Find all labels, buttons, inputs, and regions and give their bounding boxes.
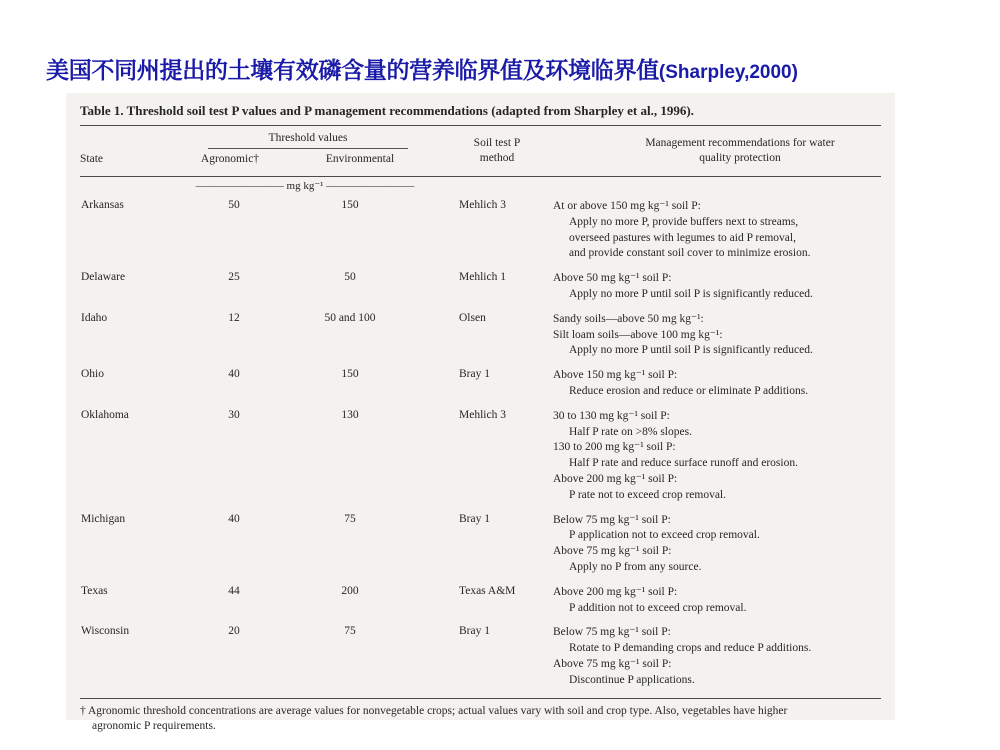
state-cell: Michigan xyxy=(81,512,126,525)
table-row xyxy=(80,409,881,504)
recommendation-line: Sandy soils—above 50 mg kg⁻¹: xyxy=(553,312,704,325)
header-method-line1: Soil test P xyxy=(473,137,521,149)
table-footnote xyxy=(80,698,881,734)
unit-label: ———————— mg kg⁻¹ ———————— xyxy=(195,180,415,192)
environmental-cell: 130 xyxy=(341,408,359,421)
table-row xyxy=(80,271,881,303)
header-environmental: Environmental xyxy=(325,153,395,165)
recommendation-line: Half P rate and reduce surface runoff and erosion. xyxy=(569,457,798,470)
header-state: State xyxy=(80,153,103,165)
agronomic-cell: 30 xyxy=(228,408,240,421)
recommendation-line: Apply no P from any source. xyxy=(569,560,702,573)
table-row xyxy=(80,199,881,262)
state-cell: Texas xyxy=(81,584,108,597)
recommendation-line: Below 75 mg kg⁻¹ soil P: xyxy=(553,626,671,639)
recommendation-line: Above 150 mg kg⁻¹ soil P: xyxy=(553,369,678,382)
recommendation-line: Discontinue P applications. xyxy=(569,673,695,686)
recommendation-cell xyxy=(553,199,853,262)
method-cell: Texas A&M xyxy=(459,584,516,597)
method-cell: Mehlich 1 xyxy=(459,271,506,284)
environmental-cell: 200 xyxy=(341,584,359,597)
recommendation-cell xyxy=(553,312,853,359)
table-row xyxy=(80,585,881,617)
agronomic-cell: 20 xyxy=(228,625,240,638)
recommendation-line: Above 75 mg kg⁻¹ soil P: xyxy=(553,545,672,558)
recommendation-line: Rotate to P demanding crops and reduce P additions. xyxy=(569,642,812,655)
state-cell: Ohio xyxy=(81,368,104,381)
header-threshold-values: Threshold values xyxy=(208,131,408,149)
recommendation-line: Apply no more P, provide buffers next to streams, xyxy=(569,215,799,228)
recommendation-line: Below 75 mg kg⁻¹ soil P: xyxy=(553,513,671,526)
table-caption: Table 1. Threshold soil test P values and P management recommendations (adapted from Sharpley et al., 1996). xyxy=(80,103,694,118)
environmental-cell: 75 xyxy=(344,625,356,638)
recommendation-line: 30 to 130 mg kg⁻¹ soil P: xyxy=(553,409,670,422)
environmental-cell: 50 xyxy=(344,271,356,284)
recommendation-line: Above 200 mg kg⁻¹ soil P: xyxy=(553,585,678,598)
method-cell: Mehlich 3 xyxy=(459,408,506,421)
recommendation-cell xyxy=(553,409,853,504)
slide-title-text: 美国不同州提出的土壤有效磷含量的营养临界值及环境临界值 xyxy=(46,58,659,84)
table-row xyxy=(80,513,881,576)
recommendation-cell xyxy=(553,513,853,576)
recommendation-line: 130 to 200 mg kg⁻¹ soil P: xyxy=(553,441,676,454)
header-rec-line1: Management recommendations for water xyxy=(645,137,835,149)
recommendation-cell xyxy=(553,585,853,617)
agronomic-cell: 40 xyxy=(228,512,240,525)
recommendation-line: Above 200 mg kg⁻¹ soil P: xyxy=(553,472,678,485)
environmental-cell: 150 xyxy=(341,199,359,211)
recommendation-line: and provide constant soil cover to minimize erosion. xyxy=(569,247,811,260)
method-cell: Bray 1 xyxy=(459,368,490,381)
header-rec-line2: quality protection xyxy=(699,152,781,164)
recommendation-line: P application not to exceed crop removal. xyxy=(569,529,760,542)
table-header xyxy=(80,126,881,176)
recommendation-line: Above 50 mg kg⁻¹ soil P: xyxy=(553,272,672,285)
state-cell: Arkansas xyxy=(81,199,124,211)
agronomic-cell: 44 xyxy=(228,584,240,597)
agronomic-cell: 12 xyxy=(228,311,240,324)
environmental-cell: 50 and 100 xyxy=(324,311,376,324)
recommendation-line: Apply no more P until soil P is significantly reduced. xyxy=(569,344,813,357)
footnote-line2: agronomic P requirements. xyxy=(92,719,216,732)
recommendation-line: Half P rate on >8% slopes. xyxy=(569,425,692,438)
state-cell: Wisconsin xyxy=(81,625,130,638)
scanned-table-image xyxy=(66,93,895,732)
header-method-line2: method xyxy=(479,152,515,164)
recommendation-cell xyxy=(553,271,853,303)
environmental-cell: 75 xyxy=(344,512,356,525)
table-row xyxy=(80,368,881,400)
recommendation-line: Above 75 mg kg⁻¹ soil P: xyxy=(553,657,672,670)
state-cell: Oklahoma xyxy=(81,408,129,421)
recommendation-cell xyxy=(553,368,853,400)
table-row xyxy=(80,625,881,688)
agronomic-cell: 50 xyxy=(228,199,240,211)
recommendation-line: Silt loam soils—above 100 mg kg⁻¹: xyxy=(553,328,723,341)
unit-row xyxy=(80,177,881,199)
state-cell: Idaho xyxy=(81,311,108,324)
method-cell: Bray 1 xyxy=(459,625,490,638)
state-cell: Delaware xyxy=(81,271,126,284)
slide-title xyxy=(46,52,976,85)
recommendation-line: overseed pastures with legumes to aid P removal, xyxy=(569,231,796,244)
table-row xyxy=(80,312,881,359)
recommendation-line: Apply no more P until soil P is significantly reduced. xyxy=(569,287,813,300)
agronomic-cell: 40 xyxy=(228,368,240,381)
method-cell: Olsen xyxy=(459,311,486,324)
recommendation-line: P addition not to exceed crop removal. xyxy=(569,601,747,614)
agronomic-cell: 25 xyxy=(228,271,240,284)
environmental-cell: 150 xyxy=(341,368,359,381)
footnote-line1: † Agronomic threshold concentrations are average values for nonvegetable crops; actual values vary with soil and crop type. Also, vegetables have higher xyxy=(80,704,788,717)
table-body xyxy=(80,199,881,689)
recommendation-line: P rate not to exceed crop removal. xyxy=(569,488,726,501)
method-cell: Mehlich 3 xyxy=(459,199,506,211)
header-method xyxy=(442,136,552,166)
header-recommendations xyxy=(590,136,890,166)
recommendation-cell xyxy=(553,625,853,688)
header-agronomic: Agronomic† xyxy=(200,153,260,165)
method-cell: Bray 1 xyxy=(459,512,490,525)
slide-citation: (Sharpley,2000) xyxy=(658,62,798,83)
recommendation-line: Reduce erosion and reduce or eliminate P additions. xyxy=(569,384,809,397)
recommendation-line: At or above 150 mg kg⁻¹ soil P: xyxy=(553,200,701,212)
